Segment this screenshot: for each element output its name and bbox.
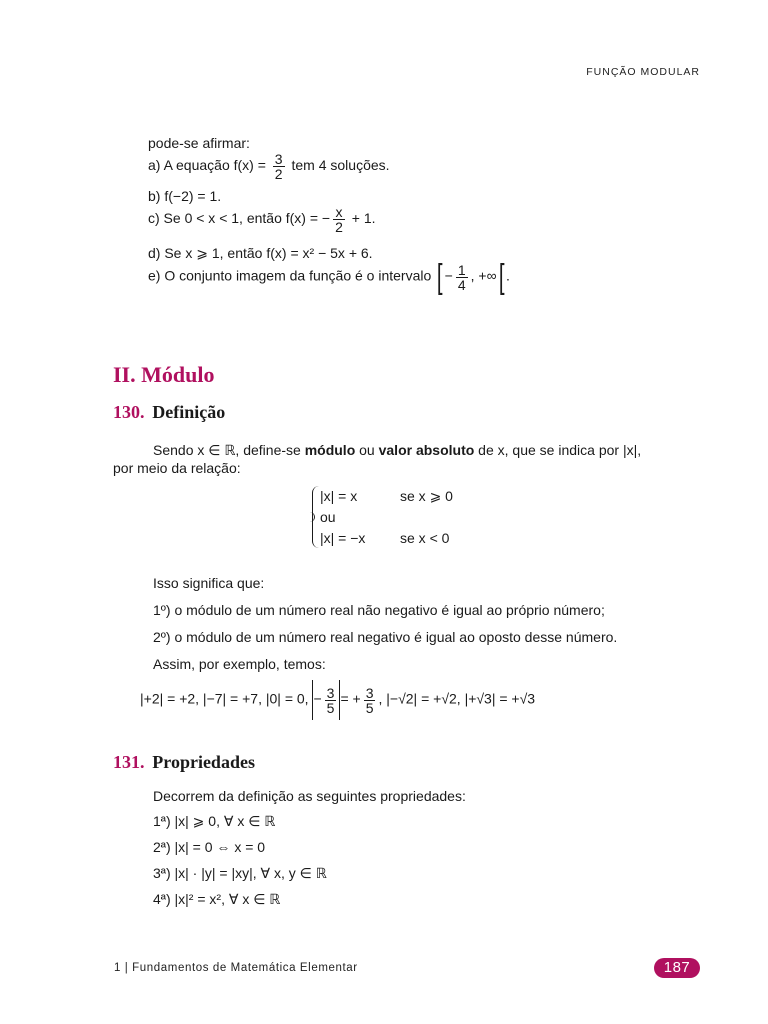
subsection-number: 131. (113, 752, 145, 772)
property-1: 1ª) |x| ⩾ 0, ∀ x ∈ ℝ (153, 813, 276, 829)
denominator: 5 (365, 699, 374, 716)
subsection-title: Propriedades (152, 752, 255, 772)
example-minus: − (313, 690, 322, 707)
denominator: 2 (274, 166, 283, 182)
option-c (148, 205, 376, 234)
property-3: 3ª) |x| · |y| = |xy|, ∀ x, y ∈ ℝ (153, 865, 327, 881)
section-number: II. (113, 362, 136, 387)
option-c-pre: c) Se 0 < x < 1, então f(x) = − (148, 210, 331, 227)
option-e-post: . (506, 267, 510, 284)
exercise-intro: pode-se afirmar: (148, 135, 250, 151)
option-a (148, 152, 390, 181)
subsection-definition-heading (113, 402, 225, 423)
interval-rest: , +∞ (470, 267, 497, 284)
case-1-left: |x| = x (320, 488, 358, 504)
subsection-title: Definição (152, 402, 226, 422)
numerator: 3 (274, 151, 283, 167)
interval-open-bracket: [ (437, 258, 443, 296)
footer-text: 1 | Fundamentos de Matemática Elementar (114, 962, 358, 974)
fraction (364, 686, 376, 715)
fraction (333, 205, 345, 234)
meaning-item-1: 1º) o módulo de um número real não negativo é igual ao próprio número; (153, 602, 605, 618)
property-2: 2ª) |x| = 0 ⇔ x = 0 (153, 839, 266, 855)
option-b: b) f(−2) = 1. (148, 188, 222, 204)
case-2-right: se x < 0 (400, 530, 450, 546)
example-part-b: , |−√2| = +√2, |+√3| = +√3 (378, 690, 536, 707)
denominator: 2 (335, 219, 343, 235)
case-or: ou (320, 509, 336, 525)
option-c-post: + 1. (351, 210, 376, 227)
means-text: Isso significa que: (153, 575, 265, 591)
fraction (325, 686, 337, 715)
def-text: ou (355, 442, 379, 458)
meaning-item-2: 2º) o módulo de um número real negativo é igual ao oposto desse número. (153, 629, 618, 645)
example-equation (140, 680, 535, 720)
option-a-post: tem 4 soluções. (291, 157, 390, 174)
case-1-right: se x ⩾ 0 (400, 488, 453, 504)
interval-minus: − (444, 267, 453, 284)
term-valor-absoluto: valor absoluto (378, 442, 475, 458)
definition-paragraph-line2: por meio da relação: (113, 460, 241, 476)
page-number-badge: 187 (654, 958, 700, 978)
fraction (273, 152, 285, 181)
case-2-left: |x| = −x (320, 530, 366, 546)
definition-paragraph-line1 (153, 441, 641, 459)
denominator: 4 (457, 276, 466, 293)
subsection-number: 130. (113, 402, 145, 422)
option-e (148, 260, 510, 294)
properties-intro: Decorrem da definição as seguintes propriedades: (153, 788, 466, 804)
property-4: 4ª) |x|² = x², ∀ x ∈ ℝ (153, 891, 281, 907)
section-title (113, 362, 214, 388)
fraction (456, 263, 468, 292)
option-d: d) Se x ⩾ 1, então f(x) = x² − 5x + 6. (148, 245, 373, 261)
def-text: Sendo x ∈ ℝ, define-se (153, 442, 305, 458)
example-eq: = + (340, 690, 361, 707)
subsection-properties-heading (113, 752, 255, 773)
option-a-pre: a) A equação f(x) = (148, 157, 266, 174)
denominator: 5 (326, 699, 335, 716)
def-text: de x, que se indica por |x|, (474, 442, 642, 458)
option-e-pre: e) O conjunto imagem da função é o intervalo (148, 267, 432, 284)
section-name: Módulo (141, 362, 215, 387)
numerator: 3 (365, 684, 374, 701)
example-intro: Assim, por exemplo, temos: (153, 656, 326, 672)
numerator: 1 (457, 261, 466, 278)
example-part-a: |+2| = +2, |−7| = +7, |0| = 0, (140, 690, 309, 707)
numerator: 3 (326, 684, 335, 701)
numerator: x (333, 205, 345, 220)
running-head: FUNÇÃO MODULAR (586, 66, 700, 78)
term-modulo: módulo (304, 442, 356, 458)
interval-close-bracket: [ (498, 258, 505, 296)
